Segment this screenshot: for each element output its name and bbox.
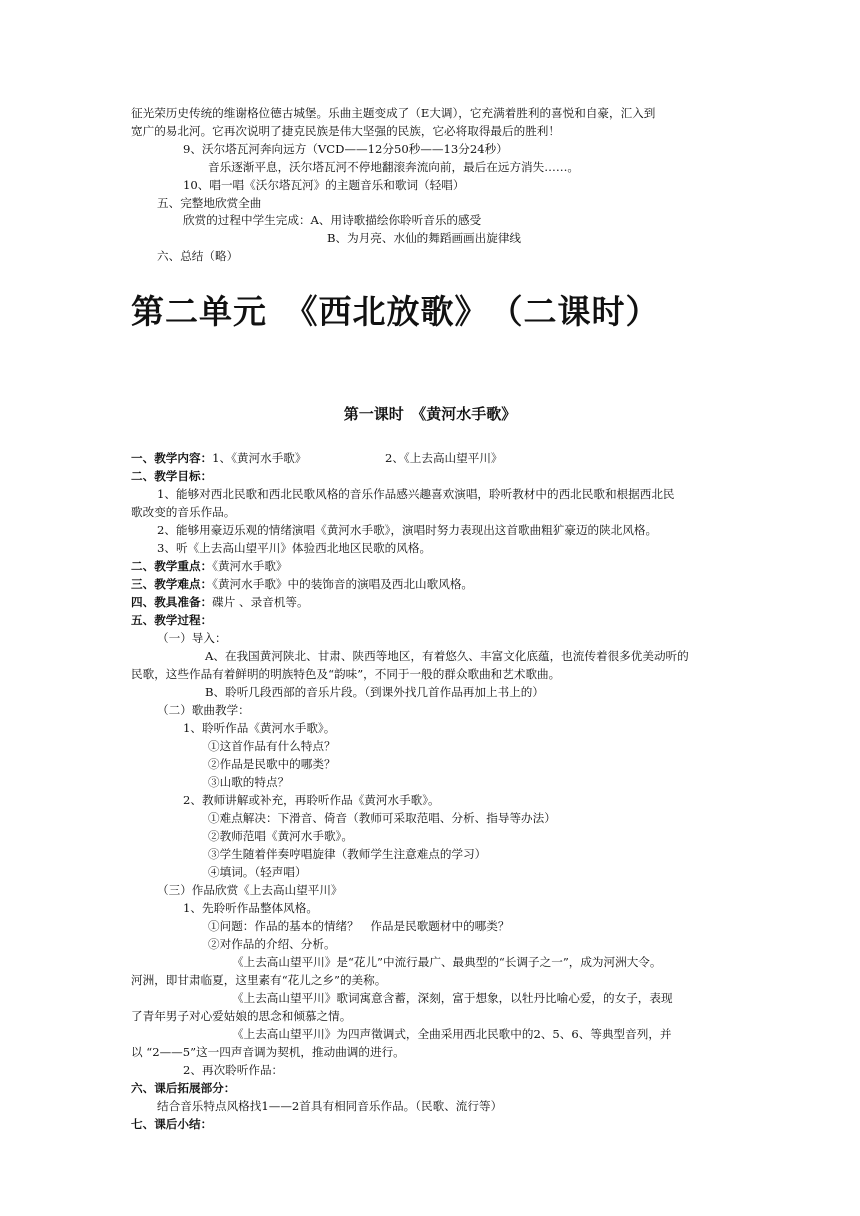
text-line: 征光荣历史传统的维谢格位德古城堡。乐曲主题变成了（E大调），它充满着胜利的喜悦和自豪，汇入到 bbox=[131, 106, 656, 120]
sub-heading: （二）歌曲教学： bbox=[157, 703, 250, 717]
content-label: 一、教学内容： bbox=[131, 451, 213, 465]
list-item: ③学生随着伴奏哼唱旋律（教师学生注意难点的学习） bbox=[208, 847, 487, 861]
list-item: ①难点解决：下滑音、倚音（教师可采取范唱、分析、指导等办法） bbox=[208, 811, 556, 825]
unit-title: 第二单元 《西北放歌》 （二课时） bbox=[131, 292, 660, 331]
text-line: 1、能够对西北民歌和西北民歌风格的音乐作品感兴趣喜欢演唱，聆听教材中的西北民歌和根据西北民 bbox=[157, 487, 675, 501]
content-item: 1、《黄河水手歌》 bbox=[212, 451, 307, 465]
list-item: 9、沃尔塔瓦河奔向远方（VCD——12分50秒——13分24秒） bbox=[183, 142, 508, 156]
text-line: 3、听《上去高山望平川》体验西北地区民歌的风格。 bbox=[157, 541, 432, 555]
lesson-title: 第一课时 《黄河水手歌》 bbox=[343, 405, 517, 423]
sub-heading: （一）导入： bbox=[157, 631, 227, 645]
extension-label: 六、课后拓展部分： bbox=[131, 1081, 236, 1095]
text-line: 河洲，即甘肃临夏，这里素有“花儿之乡”的美称。 bbox=[131, 973, 387, 987]
list-item: 2、再次聆听作品： bbox=[183, 1063, 284, 1077]
content-item: 2、《上去高山望平川》 bbox=[385, 451, 503, 465]
key-label: 二、教学重点： bbox=[131, 559, 213, 573]
process-label: 五、教学过程： bbox=[131, 613, 213, 627]
text-line: B、聆听几段西部的音乐片段。（到课外找几首作品再加上书上的） bbox=[205, 685, 544, 699]
summary-label: 七、课后小结： bbox=[131, 1117, 213, 1131]
list-item: 1、聆听作品《黄河水手歌》。 bbox=[183, 721, 336, 735]
tools-row bbox=[131, 594, 309, 611]
text-line: A、在我国黄河陕北、甘肃、陕西等地区，有着悠久、丰富文化底蕴，也流传着很多优美动听的 bbox=[205, 649, 689, 663]
difficulty-text: 《黄河水手歌》中的装饰音的演唱及西北山歌风格。 bbox=[212, 577, 474, 591]
text-line: 《上去高山望平川》歌词寓意含蓄，深刻，富于想象，以牡丹比喻心爱，的女子，表现 bbox=[232, 991, 673, 1005]
tools-text: 碟片 、录音机等。 bbox=[212, 595, 309, 609]
text-line: B、为月亮、水仙的舞蹈画画出旋律线 bbox=[327, 231, 522, 245]
text-line: 2、能够用豪迈乐观的情绪演唱《黄河水手歌》，演唱时努力表现出这首歌曲粗犷豪迈的陕北风格。 bbox=[157, 523, 658, 537]
tools-label: 四、教具准备： bbox=[131, 595, 213, 609]
section-heading: 六、总结（略） bbox=[157, 249, 239, 263]
text-line: 《上去高山望平川》是“花儿”中流行最广、最典型的“长调子之一”，成为河洲大令。 bbox=[232, 955, 662, 969]
list-item: ①问题：作品的基本的情绪？ 作品是民歌题材中的哪类？ bbox=[208, 919, 510, 933]
list-item: 2、教师讲解或补充，再聆听作品《黄河水手歌》。 bbox=[183, 793, 440, 807]
list-item: ②教师范唱《黄河水手歌》。 bbox=[208, 829, 353, 843]
list-item: ②作品是民歌中的哪类？ bbox=[208, 757, 336, 771]
text-line: 宽广的易北河。它再次说明了捷克民族是伟大坚强的民族，它必将取得最后的胜利！ bbox=[131, 124, 560, 138]
list-item: ④填词。（轻声唱） bbox=[208, 865, 307, 879]
difficulty-label: 三、教学难点： bbox=[131, 577, 213, 591]
text-line: 以 “2——5”这一四声音调为契机，推动曲调的进行。 bbox=[131, 1045, 405, 1059]
sub-heading: （三）作品欣赏《上去高山望平川》 bbox=[157, 883, 343, 897]
goal-label: 二、教学目标： bbox=[131, 469, 213, 483]
text-line: 《上去高山望平川》为四声徵调式，全曲采用西北民歌中的2、5、6、等典型音列，并 bbox=[232, 1027, 672, 1041]
list-item: ③山歌的特点？ bbox=[208, 775, 290, 789]
key-row bbox=[131, 558, 288, 575]
list-item: ①这首作品有什么特点？ bbox=[208, 739, 336, 753]
list-item: ②对作品的介绍、分析。 bbox=[208, 937, 336, 951]
section-heading: 五、完整地欣赏全曲 bbox=[157, 196, 262, 210]
list-item: 1、先聆听作品整体风格。 bbox=[183, 901, 318, 915]
content-row bbox=[131, 450, 307, 467]
text-line: 歌改变的音乐作品。 bbox=[131, 505, 236, 519]
key-text: 《黄河水手歌》 bbox=[212, 559, 288, 573]
text-line: 民歌，这些作品有着鲜明的明族特色及“韵味”，不同于一般的群众歌曲和艺术歌曲。 bbox=[131, 667, 561, 681]
text-line: 结合音乐特点风格找1——2首具有相同音乐作品。（民歌、流行等） bbox=[157, 1099, 503, 1113]
text-line: 音乐逐渐平息，沃尔塔瓦河不停地翻滚奔流向前，最后在远方消失……。 bbox=[208, 160, 580, 174]
text-line: 欣赏的过程中学生完成：A、用诗歌描绘你聆听音乐的感受 bbox=[183, 213, 482, 227]
list-item: 10、唱一唱《沃尔塔瓦河》的主题音乐和歌词（轻唱） bbox=[183, 178, 465, 192]
text-line: 了青年男子对心爱姑娘的思念和倾慕之情。 bbox=[131, 1009, 352, 1023]
difficulty-row bbox=[131, 576, 473, 593]
